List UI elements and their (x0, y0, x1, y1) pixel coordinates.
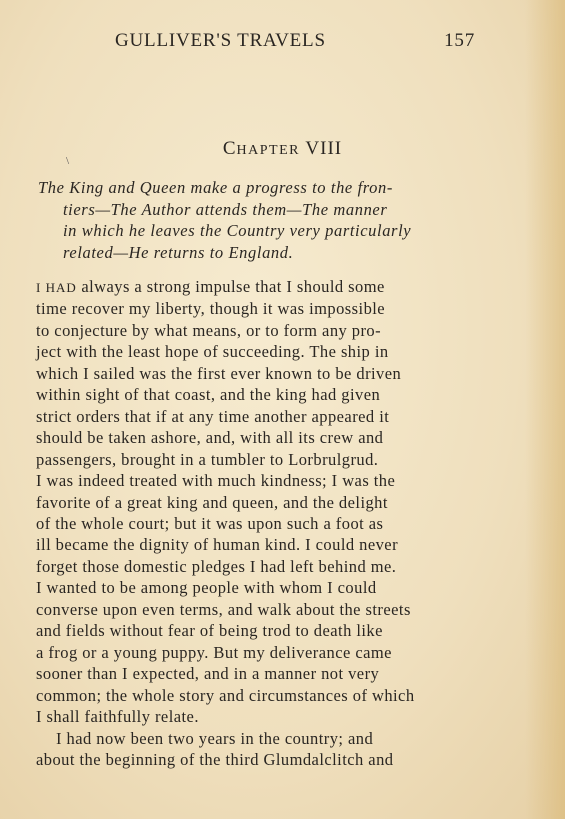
text-line: I wanted to be among people with whom I could (36, 578, 377, 598)
chapter-numeral: VIII (305, 138, 343, 159)
text-line: I had now been two years in the country; and (56, 728, 374, 748)
text-line: a frog or a young puppy. But my deliverance came (36, 642, 392, 662)
text-line: ject with the least hope of succeeding. The ship in (36, 342, 389, 362)
text-line: passengers, brought in a tumbler to Lorbrulgrud. (36, 449, 379, 469)
chapter-summary (38, 177, 488, 263)
text-line: strict orders that if at any time another appeared it (36, 406, 390, 426)
text-line: sooner than I expected, and in a manner not very (36, 664, 380, 684)
text-line: favorite of a great king and queen, and the delight (36, 492, 388, 512)
page-number: 157 (444, 30, 475, 51)
book-title: GULLIVER'S TRAVELS (115, 30, 326, 51)
page-edge-shading (525, 0, 565, 819)
chapter-heading (0, 138, 565, 160)
summary-line: in which he leaves the Country very particularly (63, 221, 412, 240)
text-line: forget those domestic pledges I had left behind me. (36, 556, 397, 576)
opening-words: I HAD (36, 280, 77, 295)
running-head (115, 30, 475, 52)
chapter-word-rest: HAPTER (236, 143, 300, 158)
text-line: converse upon even terms, and walk about the streets (36, 599, 411, 619)
text-line: which I sailed was the first ever known to be driven (36, 363, 402, 383)
text-line: ill became the dignity of human kind. I could never (36, 535, 399, 555)
text-line: common; the whole story and circumstances of which (36, 685, 415, 705)
text-line: should be taken ashore, and, with all its crew and (36, 428, 384, 448)
text-line: time recover my liberty, though it was impossible (36, 299, 386, 319)
body-text (36, 276, 489, 770)
summary-line: tiers—The Author attends them—The manner (63, 199, 388, 219)
stray-mark: \ (66, 155, 70, 167)
first-line-rest: always a strong impulse that I should some (76, 277, 385, 296)
text-line: to conjecture by what means, or to form any pro- (36, 320, 382, 340)
text-line: about the beginning of the third Glumdalclitch and (36, 749, 394, 769)
text-line: within sight of that coast, and the king had given (36, 385, 381, 405)
text-line: I was indeed treated with much kindness; I was the (36, 471, 396, 491)
chapter-word-initial: C (222, 138, 237, 159)
text-line: I shall faithfully relate. (36, 707, 199, 727)
text-line: and fields without fear of being trod to death like (36, 621, 383, 641)
summary-line: related—He returns to England. (63, 242, 294, 262)
text-line: of the whole court; but it was upon such a foot as (36, 513, 384, 533)
summary-line: The King and Queen make a progress to the fron- (38, 178, 393, 197)
paragraph-first-line (36, 276, 489, 298)
